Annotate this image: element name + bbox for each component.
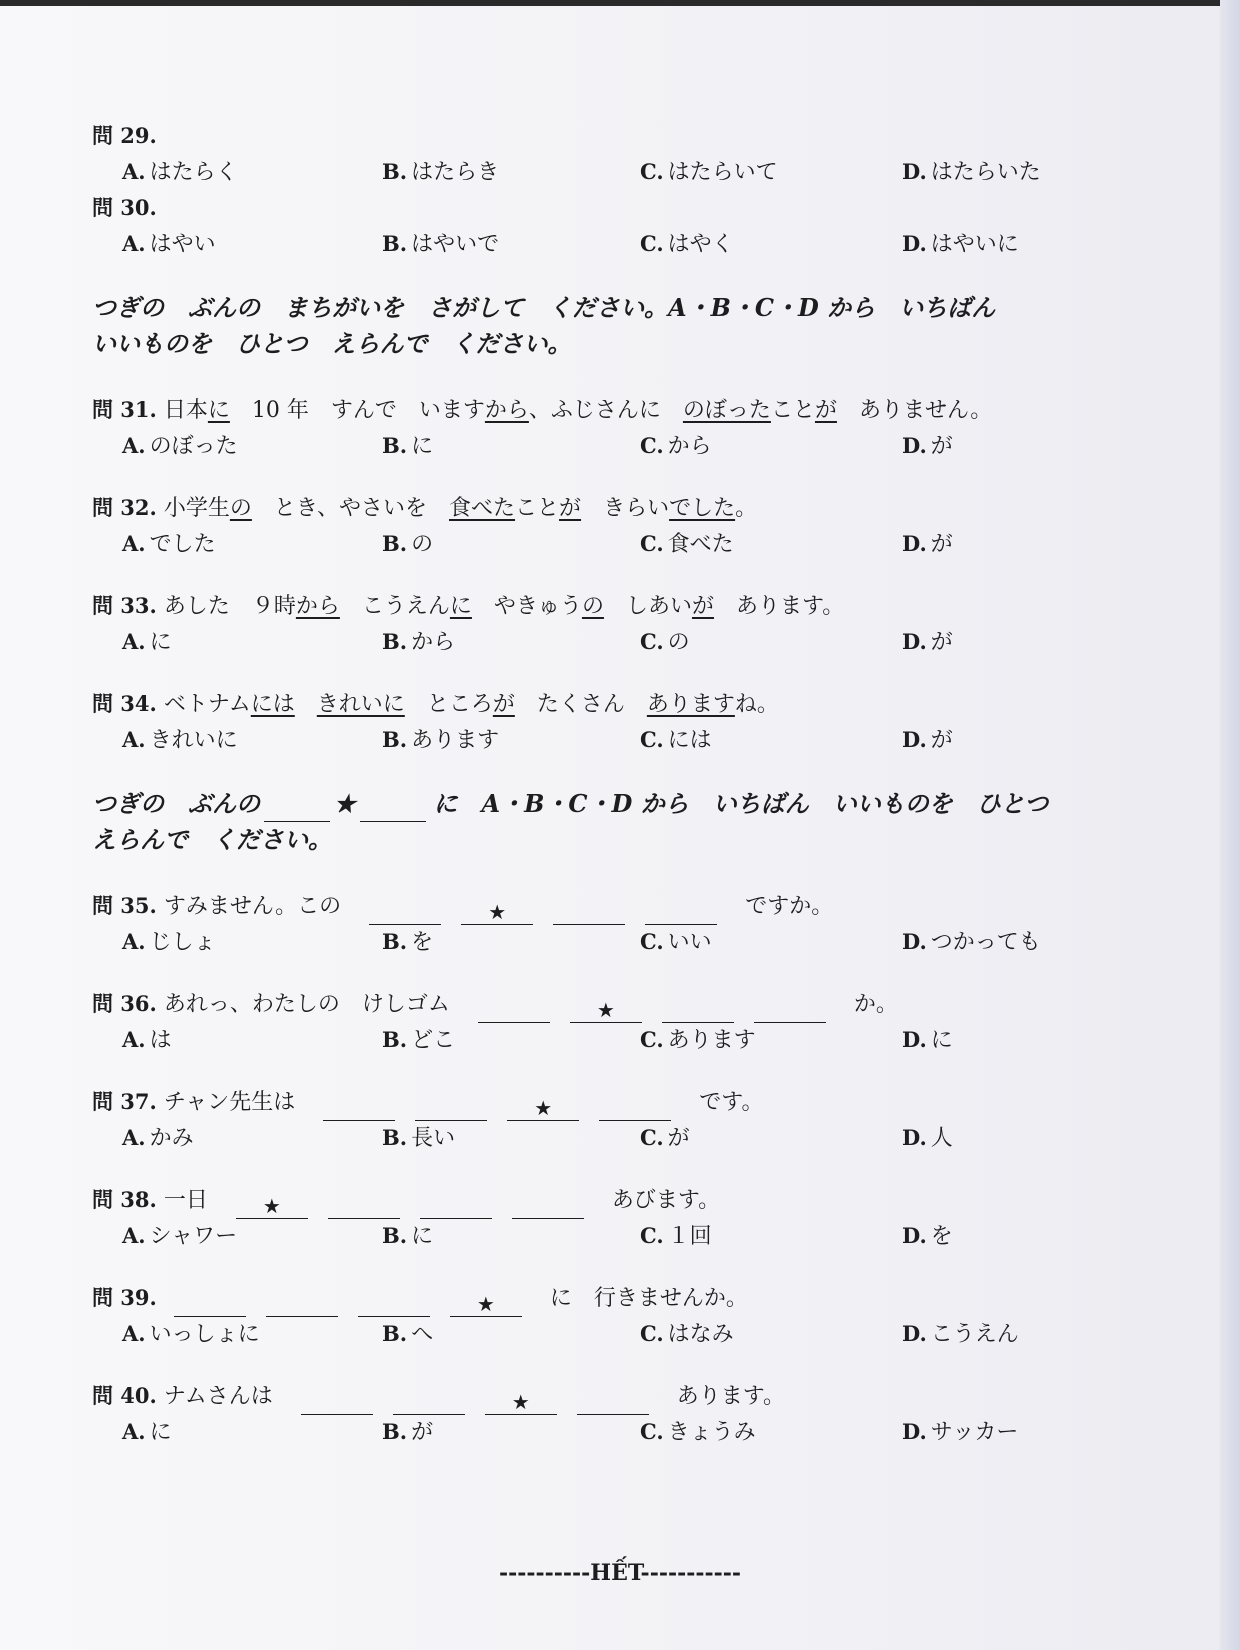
instruction-line-1: つぎの ぶんの ★ に A・B・C・D から いちばん いいものを ひとつ: [92, 786, 1112, 822]
option-d[interactable]: D. はたらいた: [902, 159, 1041, 185]
options: [92, 624, 1092, 660]
option-d[interactable]: D. つかっても: [902, 929, 1041, 955]
option-c[interactable]: C. １回: [640, 1223, 712, 1249]
option-d[interactable]: D. こうえん: [902, 1321, 1019, 1347]
end-marker: ----------HẾT-----------: [498, 1560, 742, 1586]
question-sentence: 問 38. 一日 ★ あびます。: [92, 1187, 721, 1218]
star-icon: ★: [476, 1292, 495, 1316]
option-b[interactable]: B. に: [382, 433, 434, 459]
star-icon: ★: [511, 1390, 530, 1414]
underlined-segment: から: [295, 594, 340, 619]
answer-blank-star[interactable]: [450, 1290, 522, 1317]
option-a[interactable]: A. は: [122, 1027, 172, 1053]
underlined-segment: が: [492, 692, 515, 717]
option-a[interactable]: A. はたらく: [122, 159, 238, 185]
option-b[interactable]: B. から: [382, 629, 456, 655]
option-b[interactable]: B. へ: [382, 1321, 434, 1347]
answer-blank[interactable]: [393, 1388, 465, 1415]
option-b[interactable]: B. の: [382, 531, 434, 557]
answer-blank[interactable]: [420, 1192, 492, 1219]
answer-blank[interactable]: [328, 1192, 400, 1219]
answer-blank[interactable]: [323, 1094, 395, 1121]
question-sentence: 問 39. ★ に 行きませんか。: [92, 1285, 748, 1316]
instruction-line-1: つぎの ぶんの まちがいを さがして ください。A・B・C・D から いちばん: [92, 293, 996, 322]
instructions-error-section: [92, 290, 1112, 362]
question-sentence: 問 36. あれっ、わたしの けしゴム ★ か。: [92, 991, 898, 1022]
question-30: [92, 190, 1092, 262]
question-34: [92, 686, 1092, 758]
question-number: 問 33.: [92, 593, 157, 618]
option-a[interactable]: A. はやい: [122, 231, 216, 257]
question-number: 問 40.: [92, 1383, 157, 1408]
question-sentence: 問 37. チャン先生は ★ です。: [92, 1089, 764, 1120]
answer-blank[interactable]: [478, 996, 550, 1023]
underlined-segment: には: [250, 692, 295, 717]
underlined-segment: が: [691, 594, 714, 619]
option-a[interactable]: A. に: [122, 629, 172, 655]
question-31: [92, 392, 1092, 464]
option-c[interactable]: C. はたらいて: [640, 159, 778, 185]
option-d[interactable]: D. が: [902, 629, 953, 655]
option-c[interactable]: C. いい: [640, 929, 712, 955]
option-b[interactable]: B. はやいで: [382, 231, 500, 257]
option-d[interactable]: D. はやいに: [902, 231, 1019, 257]
answer-blank[interactable]: [645, 898, 717, 925]
options: [92, 1022, 1092, 1058]
underlined-segment: に: [449, 594, 472, 619]
option-c[interactable]: C. はやく: [640, 231, 734, 257]
underlined-segment: あります: [646, 692, 735, 717]
question-sentence: 問 31. 日本に 10 年 すんで いますから、ふじさんに のぼったことが ありません。: [92, 397, 993, 423]
answer-blank[interactable]: [754, 996, 826, 1023]
scan-top-edge: [0, 0, 1240, 6]
answer-blank-star[interactable]: [507, 1094, 579, 1121]
answer-blank[interactable]: [369, 898, 441, 925]
options: [92, 526, 1092, 562]
option-a[interactable]: A. かみ: [122, 1125, 194, 1151]
options: [92, 1414, 1092, 1450]
answer-blank-star[interactable]: [570, 996, 642, 1023]
answer-blank[interactable]: [174, 1290, 246, 1317]
question-sentence: 問 33. あした ９時から こうえんに やきゅうの しあいが あります。: [92, 593, 845, 619]
scan-right-edge: [1220, 0, 1240, 1650]
option-b[interactable]: B. 長い: [382, 1125, 456, 1151]
question-number: 問 39.: [92, 1285, 157, 1310]
underlined-segment: でした: [669, 496, 736, 521]
option-d[interactable]: D. に: [902, 1027, 953, 1053]
option-d[interactable]: D. を: [902, 1223, 953, 1249]
question-39: [92, 1280, 1092, 1352]
underlined-segment: 食べた: [449, 496, 516, 521]
question-38: [92, 1182, 1092, 1254]
instructions-star-section: [92, 786, 1112, 858]
question-number: 問 35.: [92, 893, 157, 918]
question-number: 問 38.: [92, 1187, 157, 1212]
option-b[interactable]: B. に: [382, 1223, 434, 1249]
underlined-segment: の: [581, 594, 604, 619]
star-icon: ★: [334, 789, 356, 818]
question-29: [92, 118, 1092, 190]
option-a[interactable]: A. いっしょに: [122, 1321, 260, 1347]
question-number: 問 31.: [92, 397, 157, 422]
option-d[interactable]: D. サッカー: [902, 1419, 1019, 1445]
underlined-segment: のぼった: [682, 398, 771, 423]
options: [92, 924, 1092, 960]
option-c[interactable]: C. あります: [640, 1027, 756, 1053]
question-sentence: 問 34. ベトナムには きれいに ところが たくさん ありますね。: [92, 691, 779, 717]
question-number: 問 30.: [92, 195, 157, 220]
option-b[interactable]: B. あります: [382, 727, 500, 753]
question-number: 問 32.: [92, 495, 157, 520]
option-c[interactable]: C. はなみ: [640, 1321, 734, 1347]
question-35: [92, 888, 1092, 960]
option-d[interactable]: D. が: [902, 433, 953, 459]
option-c[interactable]: C. から: [640, 433, 712, 459]
option-d[interactable]: D. 人: [902, 1125, 953, 1151]
question-number: 問 29.: [92, 123, 157, 148]
underlined-segment: に: [207, 398, 230, 423]
option-c[interactable]: C. が: [640, 1125, 690, 1151]
option-a[interactable]: A. じしょ: [122, 929, 216, 955]
underlined-segment: の: [229, 496, 252, 521]
question-number: 問 34.: [92, 691, 157, 716]
option-a[interactable]: A. でした: [122, 531, 216, 557]
question-36: [92, 986, 1092, 1058]
answer-blank[interactable]: [553, 898, 625, 925]
underlined-segment: が: [559, 496, 582, 521]
answer-blank[interactable]: [358, 1290, 430, 1317]
options: [92, 1218, 1092, 1254]
option-b[interactable]: B. どこ: [382, 1027, 456, 1053]
options: [92, 722, 1092, 758]
option-a[interactable]: A. に: [122, 1419, 172, 1445]
option-c[interactable]: C. の: [640, 629, 690, 655]
question-number: 問 36.: [92, 991, 157, 1016]
options: [92, 1316, 1092, 1352]
question-32: [92, 490, 1092, 562]
option-a[interactable]: A. シャワー: [122, 1223, 238, 1249]
question-sentence: 問 40. ナムさんは ★ あります。: [92, 1383, 786, 1414]
question-sentence: 問 35. すみません。この ★ ですか。: [92, 893, 834, 924]
question-37: [92, 1084, 1092, 1156]
star-icon: ★: [596, 998, 615, 1022]
star-icon: ★: [534, 1096, 553, 1120]
answer-blank[interactable]: [266, 1290, 338, 1317]
options: [92, 1120, 1092, 1156]
option-b[interactable]: B. はたらき: [382, 159, 500, 185]
option-b[interactable]: B. を: [382, 929, 434, 955]
answer-blank[interactable]: [301, 1388, 373, 1415]
option-a[interactable]: A. のぼった: [122, 433, 238, 459]
option-c[interactable]: C. きょうみ: [640, 1419, 756, 1445]
answer-blank[interactable]: [512, 1192, 584, 1219]
option-d[interactable]: D. が: [902, 531, 953, 557]
answer-blank[interactable]: [599, 1094, 671, 1121]
answer-blank[interactable]: [577, 1388, 649, 1415]
option-a[interactable]: A. きれいに: [122, 727, 238, 753]
options: [92, 226, 1092, 262]
answer-blank-star[interactable]: [236, 1192, 308, 1219]
answer-blank-star[interactable]: [461, 898, 533, 925]
instruction-line-2: いいものを ひとつ えらんで ください。: [92, 329, 572, 358]
answer-blank[interactable]: [662, 996, 734, 1023]
answer-blank-star[interactable]: [485, 1388, 557, 1415]
option-c[interactable]: C. 食べた: [640, 531, 734, 557]
instruction-line-2: えらんで ください。: [92, 825, 332, 854]
star-icon: ★: [488, 900, 507, 924]
option-d[interactable]: D. が: [902, 727, 953, 753]
question-number: 問 37.: [92, 1089, 157, 1114]
underlined-segment: が: [814, 398, 837, 423]
question-33: [92, 588, 1092, 660]
question-40: [92, 1378, 1092, 1450]
star-icon: ★: [262, 1194, 281, 1218]
options: [92, 428, 1092, 464]
underlined-segment: から: [484, 398, 529, 423]
underlined-segment: きれいに: [316, 692, 405, 717]
option-c[interactable]: C. には: [640, 727, 712, 753]
option-b[interactable]: B. が: [382, 1419, 434, 1445]
options: [92, 154, 1092, 190]
question-sentence: 問 32. 小学生の とき、やさいを 食べたことが きらいでした。: [92, 495, 758, 521]
answer-blank[interactable]: [415, 1094, 487, 1121]
